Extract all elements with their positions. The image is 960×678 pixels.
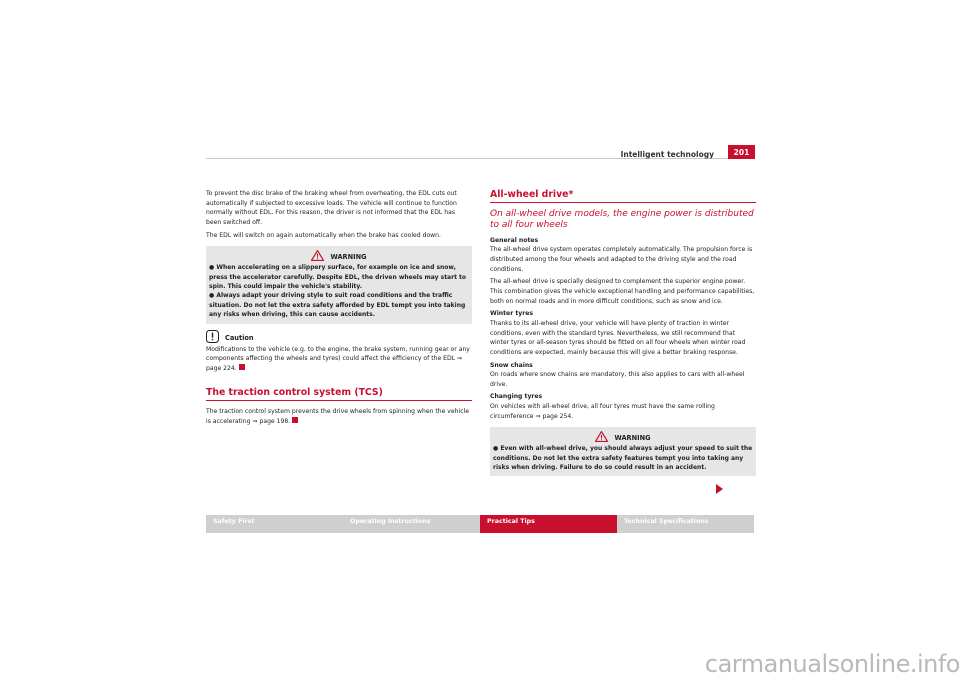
caution-title: Caution bbox=[225, 333, 254, 342]
warning-item: ● Always adapt your driving style to suit road conditions and the traffic situation. Do not let the extra safety afforded by EDL tempt you into taking any risks when driving, this can cause accidents. bbox=[209, 292, 466, 319]
warning-box bbox=[206, 246, 472, 323]
footer-tab-practical-tips[interactable]: Practical Tips bbox=[480, 515, 617, 533]
tcs-paragraph bbox=[206, 407, 472, 426]
footer-tab-safety-first[interactable]: Safety First bbox=[213, 518, 255, 525]
body-paragraph: On roads where snow chains are mandatory, this also applies to cars with all-wheel drive. bbox=[490, 371, 745, 388]
warning-item-text: Always adapt your driving style to suit road conditions and the traffic situation. Do not let the extra safety afforded by EDL tempt you into taking any risks when driving, this can cause accidents. bbox=[209, 292, 466, 319]
section-end-mark bbox=[239, 364, 245, 370]
section-subtitle: On all-wheel drive models, the engine power is distributed to all four wheels bbox=[490, 209, 754, 231]
body-paragraph: The all-wheel drive system operates completely automatically. The propulsion force is distributed among the four wheels and adapted to the driving style and the road conditions. bbox=[490, 246, 753, 273]
footer-tab-technical-specifications[interactable]: Technical Specifications bbox=[624, 518, 709, 525]
page-number-badge: 201 bbox=[728, 145, 755, 159]
section-heading-awd: All-wheel drive* bbox=[490, 189, 756, 203]
subheading: General notes bbox=[490, 236, 539, 244]
section-end-mark bbox=[292, 417, 298, 423]
warning-item: ● Even with all-wheel drive, you should always adjust your speed to suit the conditions. Do not let the extra safety features tempt you into taking any risks when driving. Failure to do so could result in an accident. bbox=[493, 445, 753, 472]
caution-text: Modifications to the vehicle (e.g. to the engine, the brake system, running gear or any components affecting the wheels and tyres) could affect the efficiency of the EDL ⇒ page 224. bbox=[206, 345, 470, 372]
subheading: Snow chains bbox=[490, 361, 533, 369]
warning-item: ● When accelerating on a slippery surface, for example on ice and snow, press the accelerator carefully. Despite EDL, the driven wheels may start to spin. This could impair the vehicle's stability. bbox=[209, 264, 467, 290]
subheading: Changing tyres bbox=[490, 393, 543, 401]
page-section-title: Intelligent technology bbox=[620, 150, 714, 159]
footer-tab-operating-instructions[interactable]: Operating Instructions bbox=[350, 518, 431, 525]
right-column bbox=[490, 189, 756, 482]
caution-heading bbox=[206, 330, 472, 345]
warning-item-text: Even with all-wheel drive, you should always adjust your speed to suit the conditions. Do not let the extra safety features tempt you into taking any risks when driving. Failure to do so could result in an accident. bbox=[493, 445, 753, 472]
watermark: carmanualsonline.info bbox=[704, 650, 960, 678]
warning-heading bbox=[209, 250, 469, 263]
warning-heading bbox=[493, 431, 753, 444]
warning-item-text: When accelerating on a slippery surface, for example on ice and snow, press the accelerator carefully. Despite EDL, the driven wheels may start to spin. This could impair the vehicle's stability. bbox=[209, 264, 467, 290]
body-paragraph: Thanks to its all-wheel drive, your vehicle will have plenty of traction in winter conditions, even with the standard tyres. Nevertheless, we still recommend that winter tyres or all-season tyres should be fitted on all four wheels when winter road conditions are expected, mainly because this will give a better braking response. bbox=[490, 319, 746, 356]
left-column bbox=[206, 189, 472, 430]
body-paragraph: On vehicles with all-wheel drive, all four tyres must have the same rolling circumference ⇒ page 254. bbox=[490, 403, 715, 420]
warning-triangle-icon bbox=[595, 431, 608, 442]
body-paragraph: To prevent the disc brake of the braking wheel from overheating, the EDL cuts out automatically if subjected to excessive loads. The vehicle will continue to function normally without EDL. For this reason, the driver is not informed that the EDL has been switched off. bbox=[206, 190, 457, 226]
continue-arrow-icon bbox=[716, 484, 723, 494]
warning-box bbox=[490, 427, 756, 476]
caution-exclamation-icon bbox=[206, 330, 219, 343]
footer-nav bbox=[206, 515, 754, 533]
body-paragraph: The EDL will switch on again automatically when the brake has cooled down. bbox=[206, 231, 441, 239]
warning-triangle-icon bbox=[311, 250, 324, 261]
warning-title: WARNING bbox=[614, 434, 651, 443]
section-heading-tcs: The traction control system (TCS) bbox=[206, 387, 472, 401]
caution-paragraph bbox=[206, 345, 472, 374]
body-paragraph: The all-wheel drive is specially designed to complement the superior engine power. This combination gives the vehicle exceptional handling and performance capabilities, both on normal roads and in more difficult conditions, such as snow and ice. bbox=[490, 278, 755, 305]
tcs-text: The traction control system prevents the drive wheels from spinning when the vehicle is accelerating ⇒ page 198. bbox=[206, 408, 470, 425]
subheading: Winter tyres bbox=[490, 310, 533, 318]
warning-title: WARNING bbox=[330, 253, 367, 262]
